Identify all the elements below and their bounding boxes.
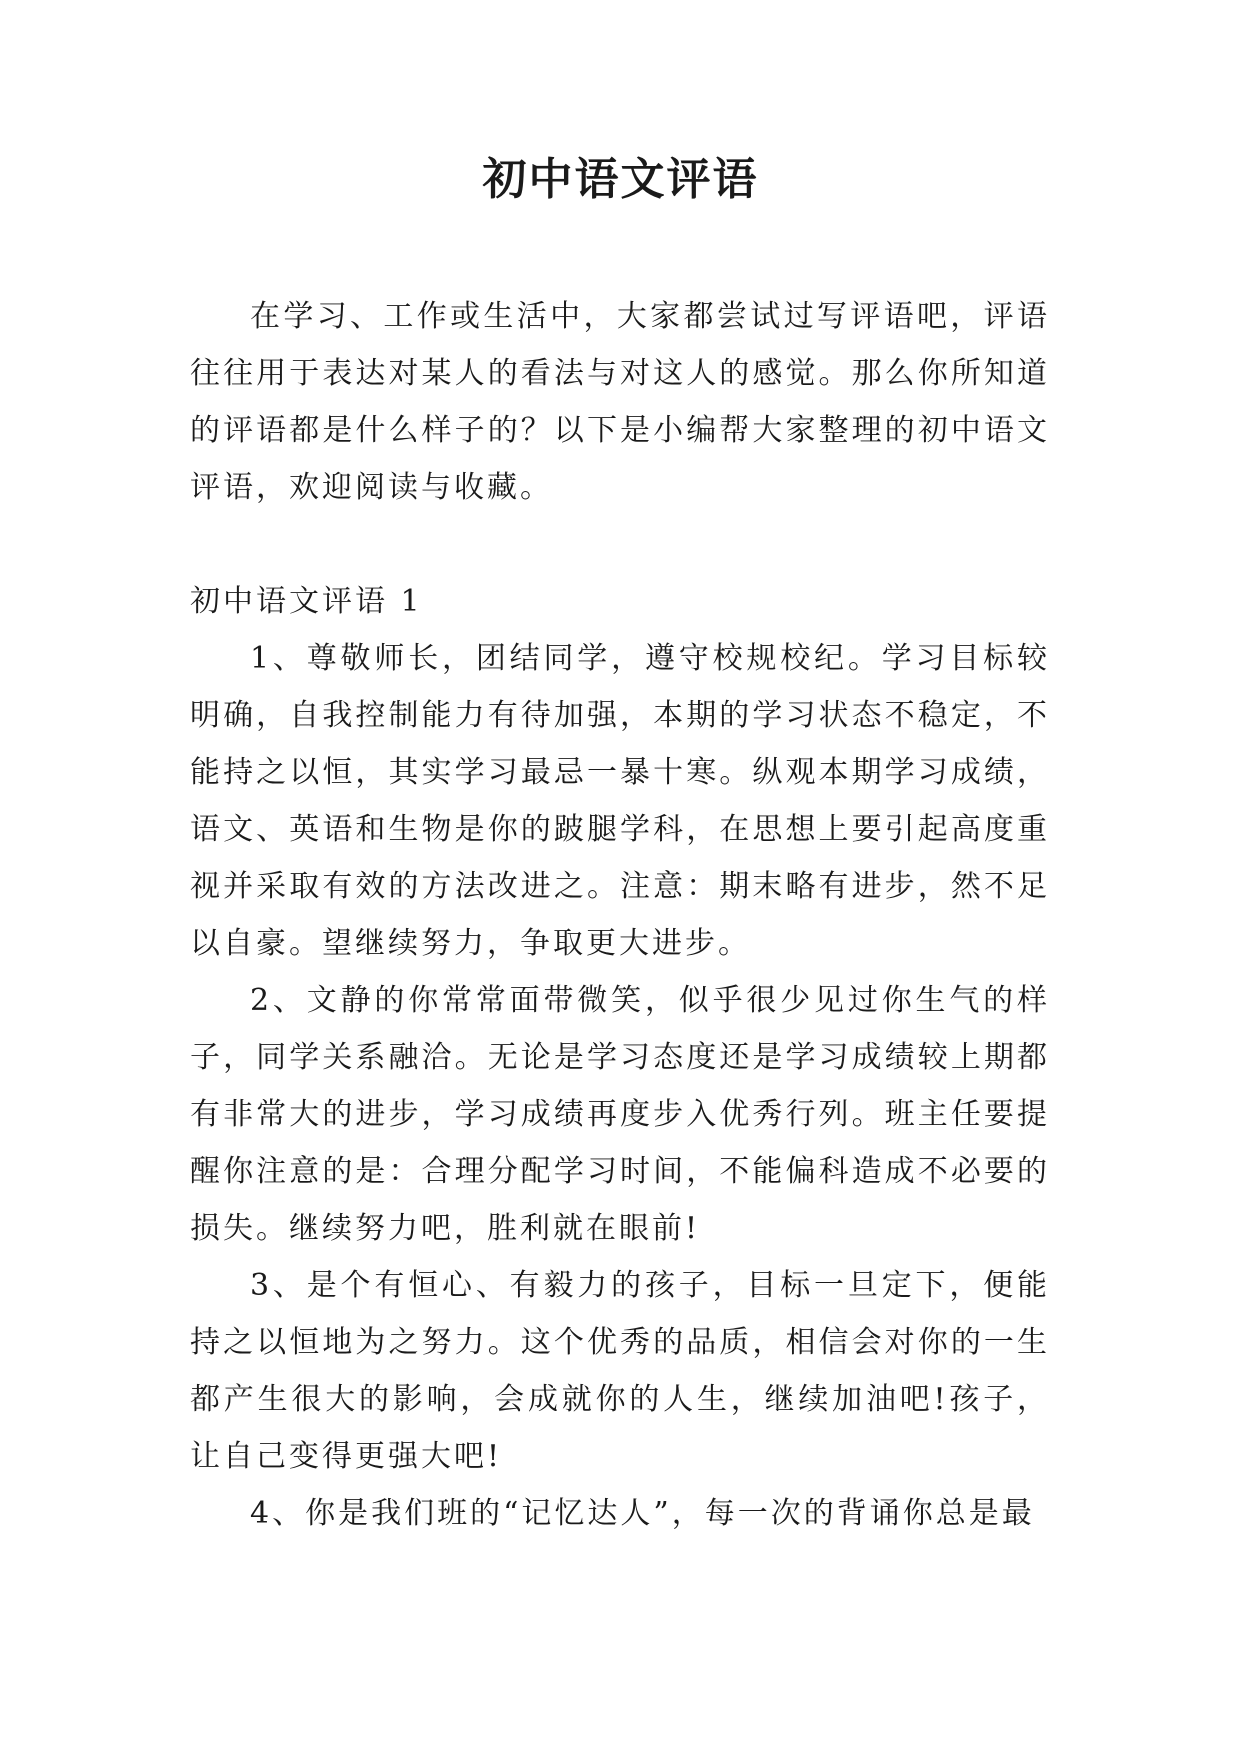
document-title: 初中语文评语 xyxy=(482,154,759,205)
section-heading: 初中语文评语 1 xyxy=(190,584,423,619)
paragraph-spacer xyxy=(190,516,1050,573)
comment-item-3: 3、是个有恒心、有毅力的孩子，目标一旦定下，便能持之以恒地为之努力。这个优秀的品质，相信会对你的一生都产生很大的影响，会成就你的人生，继续加油吧!孩子，让自己变得更强大吧! xyxy=(190,1268,1050,1474)
document-body xyxy=(190,288,1050,1542)
comment-item-4: 4、你是我们班的“记忆达人”，每一次的背诵你总是最 xyxy=(250,1496,1035,1531)
comment-item-2: 2、文静的你常常面带微笑，似乎很少见过你生气的样子，同学关系融洽。无论是学习态度还是学习成绩较上期都有非常大的进步，学习成绩再度步入优秀行列。班主任要提醒你注意的是：合理分配学习时间，不能偏科造成不必要的损失。继续努力吧，胜利就在眼前! xyxy=(190,983,1050,1246)
comment-item-1: 1、尊敬师长，团结同学，遵守校规校纪。学习目标较明确，自我控制能力有待加强，本期的学习状态不稳定，不能持之以恒，其实学习最忌一暴十寒。纵观本期学习成绩，语文、英语和生物是你的跛腿学科，在思想上要引起高度重视并采取有效的方法改进之。注意：期末略有进步，然不足以自豪。望继续努力，争取更大进步。 xyxy=(190,641,1050,961)
intro-paragraph: 在学习、工作或生活中，大家都尝试过写评语吧，评语往往用于表达对某人的看法与对这人的感觉。那么你所知道的评语都是什么样子的？以下是小编帮大家整理的初中语文评语，欢迎阅读与收藏。 xyxy=(190,299,1050,505)
